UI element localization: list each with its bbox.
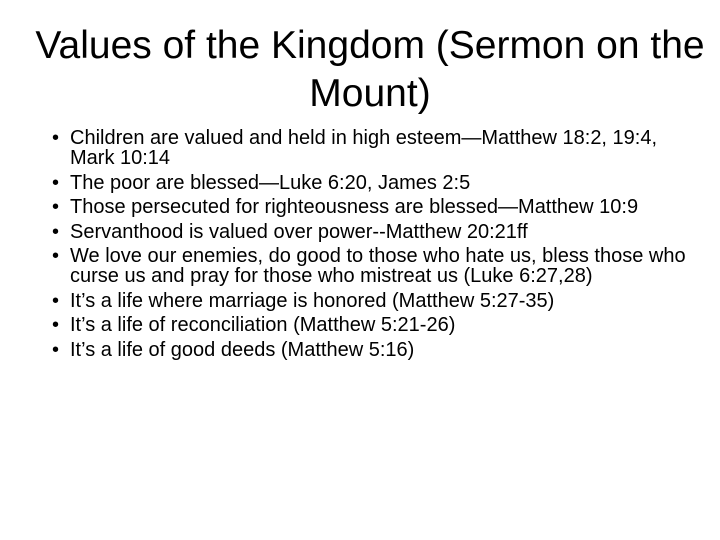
bullet-text: Servanthood is valued over power--Matthew 20:21ff <box>70 220 528 243</box>
bullet-dot: • <box>52 289 60 312</box>
bullet-dot: • <box>52 245 60 267</box>
bullet-item <box>52 128 692 168</box>
bullet-item <box>52 246 692 286</box>
bullet-dot: • <box>52 171 60 194</box>
bullet-item <box>52 197 692 217</box>
bullet-dot: • <box>52 220 60 243</box>
bullet-text: Those persecuted for righteousness are blessed—Matthew 10:9 <box>70 196 639 218</box>
bullet-text: The poor are blessed—Luke 6:20, James 2:5 <box>70 171 471 194</box>
slide-title: Values of the Kingdom (Sermon on the Mount) <box>35 24 705 115</box>
bullet-text: It’s a life where marriage is honored (Matthew 5:27-35) <box>70 289 555 312</box>
bullet-text: It’s a life of reconciliation (Matthew 5:21-26) <box>70 314 456 336</box>
bullet-item <box>52 173 692 193</box>
bullet-text: It’s a life of good deeds (Matthew 5:16) <box>70 338 415 361</box>
bullet-item <box>52 222 692 242</box>
bullet-dot: • <box>52 314 60 336</box>
bullet-item <box>52 315 692 335</box>
bullet-dot: • <box>52 127 60 149</box>
bullet-list <box>52 128 692 364</box>
bullet-item <box>52 291 692 311</box>
bullet-text: We love our enemies, do good to those who hate us, bless those who curse us and pray for those who mistreat us (Luke 6:27,28) <box>70 245 686 287</box>
bullet-dot: • <box>52 196 60 218</box>
bullet-dot: • <box>52 338 60 361</box>
bullet-item <box>52 340 692 360</box>
bullet-text: Children are valued and held in high esteem—Matthew 18:2, 19:4, Mark 10:14 <box>70 127 658 169</box>
